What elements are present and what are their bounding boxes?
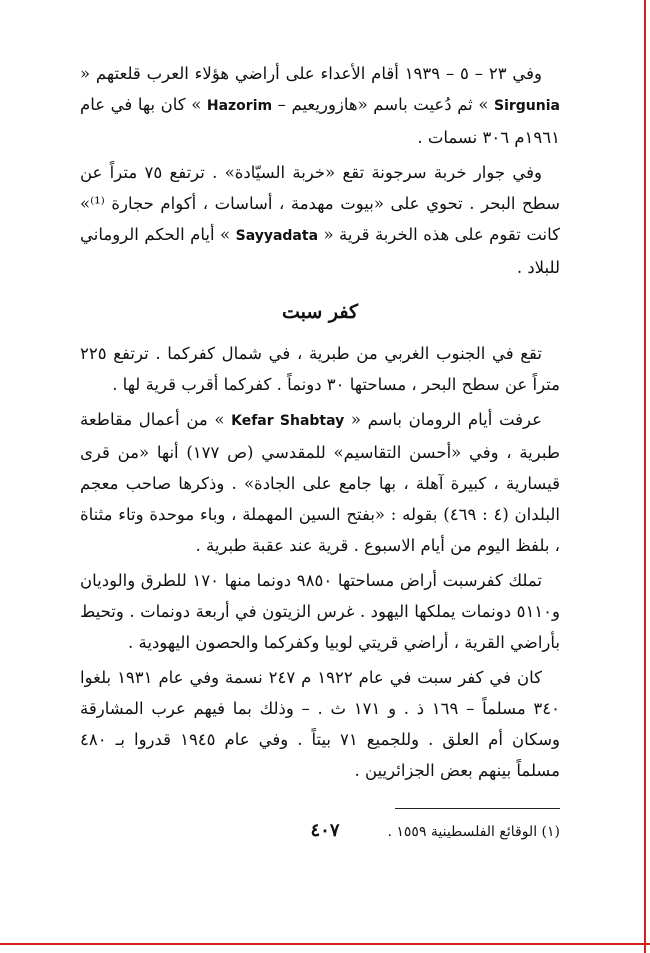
frame-bottom-border bbox=[0, 943, 650, 945]
latin-name-sayyadata: Sayyadata bbox=[235, 228, 319, 244]
section-heading: كفر سبت bbox=[281, 301, 359, 323]
frame-right-border bbox=[644, 0, 646, 953]
latin-name-hazorim: Hazorim bbox=[206, 98, 273, 114]
text-segment: عرفت أيام الرومان باسم « bbox=[350, 410, 542, 429]
page-number: ٤٠٧ bbox=[310, 820, 340, 841]
paragraph-location: تقع في الجنوب الغربي من طبرية ، في شمال كفركما . ترتفع ٢٢٥ متراً عن سطح البحر ، مساحتها ٣٠ دونماً . كفركما أقرب قرية لها . bbox=[80, 344, 560, 394]
latin-name-kefar-shabtay: Kefar Shabtay bbox=[231, 413, 345, 429]
text-segment: » أيام الحكم الروماني للبلاد . bbox=[80, 225, 560, 277]
paragraph-land: تملك كفرسبت أراض مساحتها ٩٨٥٠ دونما منها ١٧٠ للطرق والوديان و٥١١٠ دونمات يملكها اليهود . غرس الزيتون في أربعة دونمات . وتحيط بأراضي القرية ، أراضي قريتي لوبيا وكفركما والحصون اليهودية . bbox=[80, 571, 560, 652]
paragraph-sirgunia bbox=[80, 58, 560, 153]
text-segment: » من أعمال مقاطعة طبرية ، وفي «أحسن التقاسيم» للمقدسي (ص ١٧٧) أنها «من قرى قيسارية ، كبيرة آهلة ، بها جامع على الجادة» . وذكرها صاحب معجم البلدان (٤ : ٤٦٩) بقوله : «بفتح السين المهملة ، وباء موحدة وتاء مثناة ، بلفظ اليوم من أيام الاسبوع . قرية عند عقبة طبرية . bbox=[80, 410, 560, 555]
paragraph-sayyada bbox=[80, 157, 560, 283]
latin-name-sirgunia: Sirgunia bbox=[493, 98, 560, 114]
page-body bbox=[80, 58, 560, 843]
paragraph-history bbox=[80, 404, 560, 561]
text-segment: وفي جوار خربة سرجونة تقع «خربة السيّادة» . ترتفع ٧٥ متراً عن سطح البحر . تحوي على «بيوت مهدمة ، أساسات ، أكوام حجارة ⁽¹⁾» كانت تقوم على هذه الخربة قرية « bbox=[80, 163, 561, 244]
text-segment: » كان بها في عام ١٩٦١م ٣٠٦ نسمات . bbox=[80, 95, 560, 147]
paragraph-population: كان في كفر سبت في عام ١٩٢٢ م ٢٤٧ نسمة وفي عام ١٩٣١ بلغوا ٣٤٠ مسلماً – ١٦٩ ذ . و ١٧١ ث . – وذلك بما فيهم عرب المشارقة وسكان أم العلق . وللجميع ٧١ بيتاً . وفي عام ١٩٤٥ قدروا بـ ٤٨٠ مسلماً بينهم بعض الجزائريين . bbox=[80, 668, 561, 780]
text-segment: » ثم دُعيت باسم «هازوريعيم – bbox=[277, 95, 489, 114]
footnote: (١) الوقائع الفلسطينية ١٥٥٩ . bbox=[387, 824, 560, 840]
footnote-rule bbox=[395, 808, 560, 809]
text-segment: وفي ٢٣ – ٥ – ١٩٣٩ أقام الأعداء على أراضي هؤلاء العرب قلعتهم « bbox=[80, 64, 542, 83]
